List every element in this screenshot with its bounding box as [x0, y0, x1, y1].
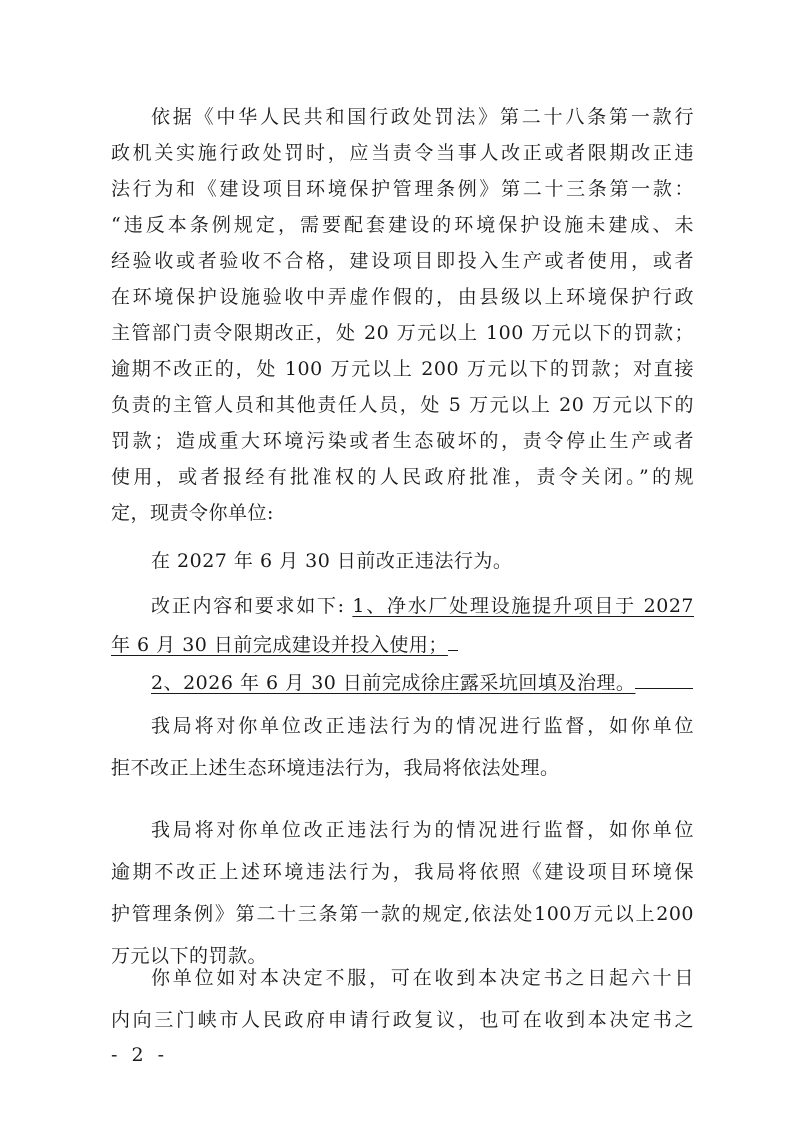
text-line: 政机关实施行政处罚时，应当责令当事人改正或者限期改正违 — [111, 142, 694, 164]
text-line: 经验收或者验收不合格，建设项目即投入生产或者使用，或者 — [111, 250, 694, 272]
requirements-line — [151, 592, 694, 620]
text-line: “违反本条例规定，需要配套建设的环境保护设施未建成、未 — [111, 214, 694, 236]
requirement-item-1-cont: 年 6 月 30 日前完成建设并投入使用； — [111, 626, 694, 654]
requirement-item-2: 2、2026 年 6 月 30 日前完成徐庄露采坑回填及治理。 — [151, 664, 694, 692]
text-line: 我局将对你单位改正违法行为的情况进行监督，如你单位 — [151, 715, 694, 737]
text-line: 我局将对你单位改正违法行为的情况进行监督，如你单位 — [151, 819, 694, 841]
deadline-line: 在 2027 年 6 月 30 日前改正违法行为。 — [151, 550, 513, 572]
text-line: 使用，或者报经有批准权的人民政府批准，责令关闭。”的规 — [111, 466, 694, 488]
text-line: 法行为和《建设项目环境保护管理条例》第二十三条第一款： — [111, 178, 694, 200]
text-line: 在环境保护设施验收中弄虚作假的，由县级以上环境保护行政 — [111, 286, 694, 308]
text-line: 万元以下的罚款。 — [111, 945, 268, 967]
requirements-label: 改正内容和要求如下: — [151, 595, 353, 617]
page-number: - 2 - — [111, 1044, 169, 1066]
text-line: 拒不改正上述生态环境违法行为，我局将依法处理。 — [111, 757, 560, 779]
text-line: 主管部门责令限期改正，处 20 万元以上 100 万元以下的罚款； — [111, 322, 694, 344]
text-line: 护管理条例》第二十三条第一款的规定,依法处100万元以上200 — [111, 903, 694, 925]
requirement-item-1: 1、净水厂处理设施提升项目于 2027 — [352, 595, 694, 617]
text-line: 内向三门峡市人民政府申请行政复议，也可在收到本决定书之 — [111, 1009, 694, 1031]
text-line: 负责的主管人员和其他责任人员，处 5 万元以上 20 万元以下的 — [111, 394, 694, 416]
text-line: 逾期不改正上述环境违法行为，我局将依照《建设项目环境保 — [111, 861, 694, 883]
text-line: 定，现责令你单位: — [111, 502, 274, 524]
text-line: 逾期不改正的，处 100 万元以上 200 万元以下的罚款；对直接 — [111, 358, 694, 380]
text-line: 依据《中华人民共和国行政处罚法》第二十八条第一款行 — [151, 106, 694, 128]
text-line: 你单位如对本决定不服，可在收到本决定书之日起六十日 — [151, 967, 694, 989]
text-line: 罚款；造成重大环境污染或者生态破坏的，责令停止生产或者 — [111, 430, 694, 452]
